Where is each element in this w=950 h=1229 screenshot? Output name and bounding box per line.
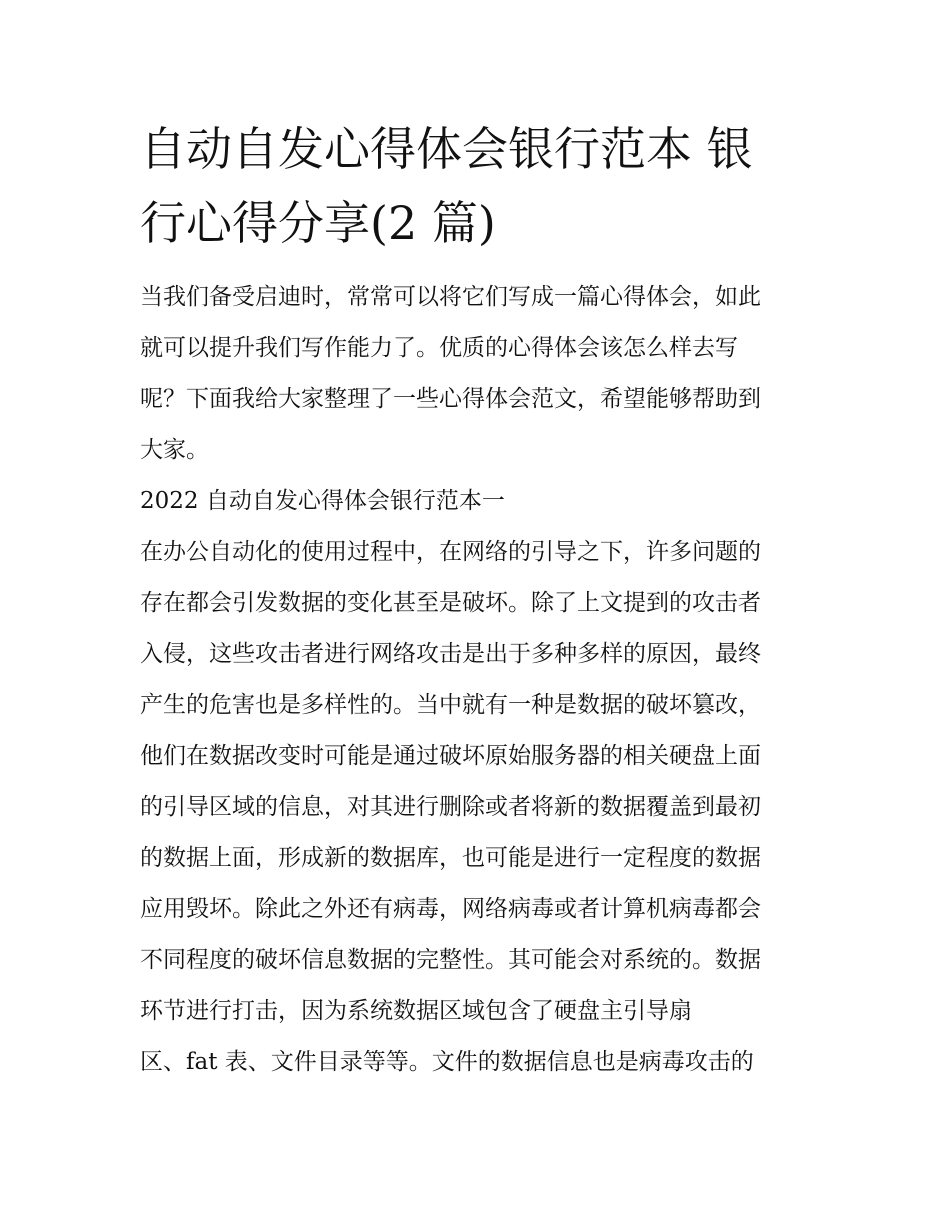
body-line: 在办公自动化的使用过程中，在网络的引导之下，许多问题的: [140, 539, 761, 565]
title-line: 自动自发心得体会银行范本 银: [140, 122, 753, 176]
intro-line: 就可以提升我们写作能力了。优质的心得体会该怎么样去写: [140, 335, 738, 361]
title-line: 行心得分享(2 篇): [140, 196, 496, 250]
body-line: 入侵，这些攻击者进行网络攻击是出于多种多样的原因，最终: [140, 641, 761, 667]
document-title: [140, 112, 812, 260]
body-line: 他们在数据改变时可能是通过破坏原始服务器的相关硬盘上面: [140, 743, 761, 769]
intro-line: 大家。: [140, 437, 209, 463]
body-line: 存在都会引发数据的变化甚至是破坏。除了上文提到的攻击者: [140, 590, 761, 616]
body-line: 的引导区域的信息，对其进行删除或者将新的数据覆盖到最初: [140, 794, 761, 820]
body-line: 区、fat 表、文件目录等等。文件的数据信息也是病毒攻击的: [140, 1049, 754, 1075]
body-line: 产生的危害也是多样性的。当中就有一种是数据的破坏篡改，: [140, 692, 761, 718]
document-content: [140, 112, 812, 1088]
intro-line: 呢？下面我给大家整理了一些心得体会范文，希望能够帮助到: [140, 386, 761, 412]
intro-paragraph: [140, 272, 812, 476]
body-line: 的数据上面，形成新的数据库，也可能是进行一定程度的数据: [140, 845, 761, 871]
body-paragraph: [140, 527, 812, 1088]
body-line: 应用毁坏。除此之外还有病毒，网络病毒或者计算机病毒都会: [140, 896, 761, 922]
section-heading: 2022 自动自发心得体会银行范本一: [140, 488, 505, 514]
body-line: 不同程度的破坏信息数据的完整性。其可能会对系统的。数据: [140, 947, 761, 973]
body-line: 环节进行打击，因为系统数据区域包含了硬盘主引导扇: [140, 998, 692, 1024]
intro-line: 当我们备受启迪时，常常可以将它们写成一篇心得体会，如此: [140, 284, 761, 310]
